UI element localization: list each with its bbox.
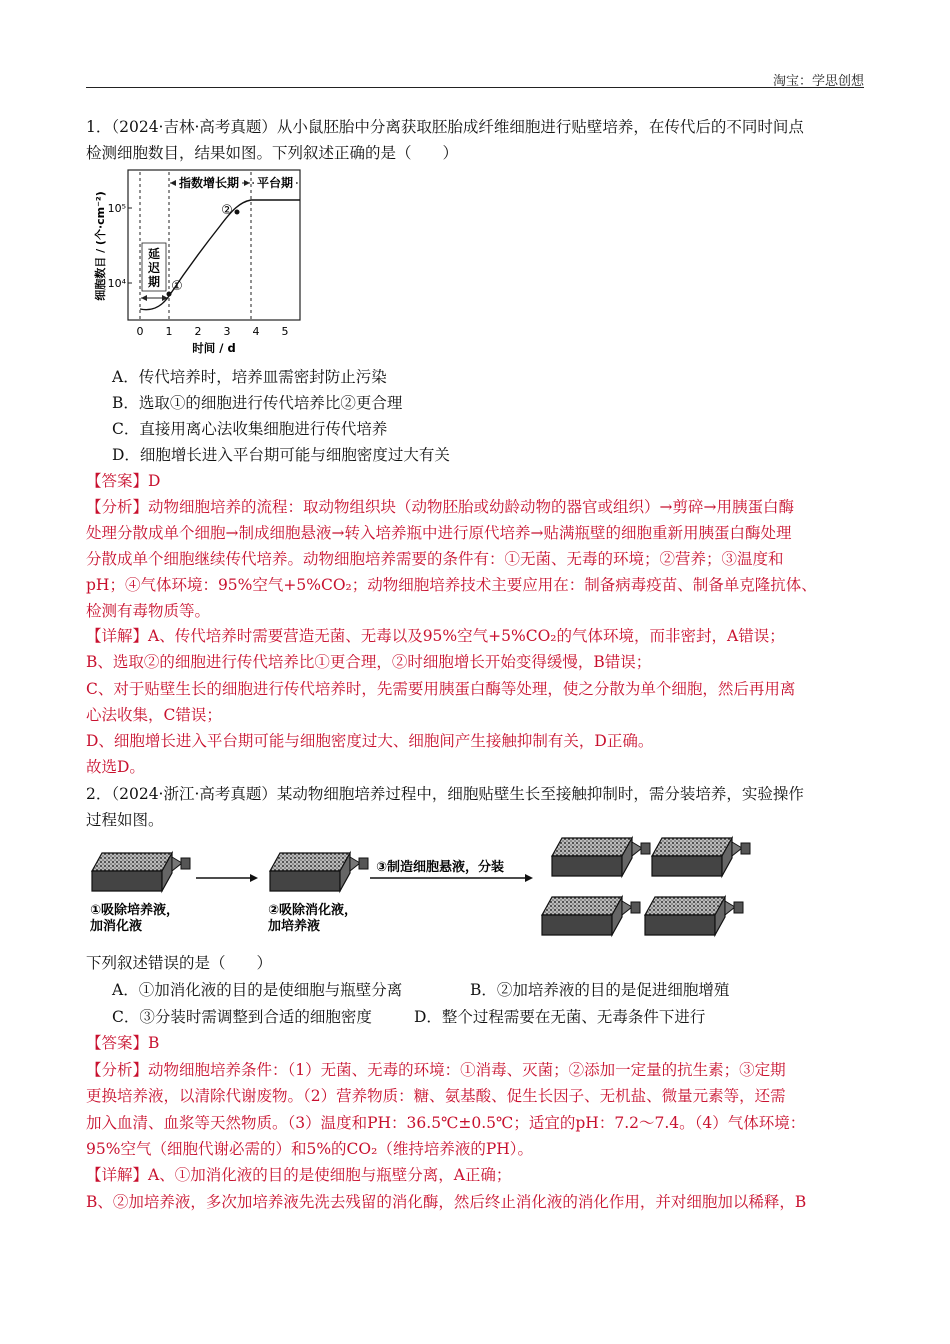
q1-option-c: C．直接用离心法收集细胞进行传代培养 xyxy=(112,420,388,438)
step1-label-2: 加消化液 xyxy=(90,919,143,934)
step1-label-1: ①吸除培养液， xyxy=(90,903,180,918)
q1-analysis-5: 检测有毒物质等。 xyxy=(86,602,211,620)
q1-detail-2: B、选取②的细胞进行传代培养比①更合理，②时细胞增长开始变得缓慢，B错误； xyxy=(86,653,652,671)
x-axis-label: 时间 / d xyxy=(192,341,236,355)
x-tick-5: 5 xyxy=(281,325,289,338)
q2-analysis-3: 加入血清、血浆等天然物质。（3）温度和PH：36.5℃±0.5℃；适宜的pH：7.2～7.4。（4）气体环境： xyxy=(86,1114,806,1132)
q2-analysis-1: 【分析】动物细胞培养条件：（1）无菌、无毒的环境：①消毒、灭菌；②添加一定量的抗生素；③定期 xyxy=(86,1061,786,1079)
flask-result-2 xyxy=(652,838,750,876)
q2-analysis-4: 95%空气（细胞代谢必需的）和5%的CO₂（维持培养液的PH）。 xyxy=(86,1140,534,1158)
q1-detail-4: 心法收集，C错误； xyxy=(86,706,222,724)
step2-label-1: ②吸除消化液， xyxy=(268,903,358,918)
flask-result-1 xyxy=(552,838,650,876)
q1-analysis-4: pH；④气体环境：95%空气+5%CO₂；动物细胞培养技术主要应用在：制备病毒疫苗、制备单克隆抗体、 xyxy=(86,576,817,594)
q1-detail-6: 故选D。 xyxy=(86,758,145,776)
step3-label: ③制造细胞悬液，分装 xyxy=(376,860,505,875)
marker-2-label: ② xyxy=(221,203,233,218)
q1-detail-3: C、对于贴壁生长的细胞进行传代培养时，先需要用胰蛋白酶等处理，使之分散为单个细胞，然后再用离 xyxy=(86,680,796,698)
q1-growth-chart xyxy=(86,163,316,360)
q1-stem-line2: 检测细胞数目，结果如图。下列叙述正确的是（ ） xyxy=(86,144,459,162)
x-tick-4: 4 xyxy=(252,325,260,338)
y-tick-1e4: 10⁴ xyxy=(107,277,126,290)
phase-label-plateau: 平台期 xyxy=(256,176,294,190)
q2-stem-line2: 过程如图。 xyxy=(86,811,164,829)
step2-label-2: 加培养液 xyxy=(268,919,321,934)
q2-procedure-figure xyxy=(86,835,776,945)
marker-1-label: ① xyxy=(171,279,183,294)
q1-detail-5: D、细胞增长进入平台期可能与细胞密度过大、细胞间产生接触抑制有关，D正确。 xyxy=(86,732,654,750)
q2-option-b: B．②加培养液的目的是促进细胞增殖 xyxy=(470,981,730,999)
svg-text:期: 期 xyxy=(147,275,161,289)
q1-option-d: D．细胞增长进入平台期可能与细胞密度过大有关 xyxy=(112,446,450,464)
q1-stem-line1: 1．（2024·吉林·高考真题）从小鼠胚胎中分离获取胚胎成纤维细胞进行贴壁培养，在传代后的不同时间点 xyxy=(86,118,804,136)
marker-2-point xyxy=(235,210,240,215)
flask-result-4 xyxy=(645,897,743,935)
phase-label-exp: 指数增长期 xyxy=(178,176,240,190)
q1-analysis-2: 处理分散成单个细胞→制成细胞悬液→转入培养瓶中进行原代培养→贴满瓶壁的细胞重新用胰蛋白酶处理 xyxy=(86,524,792,542)
flask-step1 xyxy=(92,853,190,891)
q2-analysis-2: 更换培养液，以清除代谢废物。（2）营养物质：糖、氨基酸、促生长因子、无机盐、微量元素等，还需 xyxy=(86,1087,786,1105)
q2-option-d: D．整个过程需要在无菌、无毒条件下进行 xyxy=(414,1008,706,1026)
q1-option-a: A．传代培养时，培养皿需密封防止污染 xyxy=(112,368,387,386)
q2-stem-line1: 2．（2024·浙江·高考真题）某动物细胞培养过程中，细胞贴壁生长至接触抑制时，需分装培养，实验操作 xyxy=(86,785,804,803)
y-axis-label: 细胞数目 / (个·cm⁻²) xyxy=(94,191,107,301)
q2-answer: 【答案】B xyxy=(86,1034,160,1052)
y-tick-1e5: 10⁵ xyxy=(107,202,126,215)
svg-text:迟: 迟 xyxy=(147,261,161,275)
q2-option-c: C．③分装时需调整到合适的细胞密度 xyxy=(112,1008,372,1026)
q1-answer: 【答案】D xyxy=(86,472,161,490)
x-tick-3: 3 xyxy=(223,325,231,338)
q1-analysis-1: 【分析】动物细胞培养的流程：取动物组织块（动物胚胎或幼龄动物的器官或组织）→剪碎→用胰蛋白酶 xyxy=(86,498,794,516)
q1-analysis-3: 分散成单个细胞继续传代培养。动物细胞培养需要的条件有：①无菌、无毒的环境；②营养；③温度和 xyxy=(86,550,784,568)
flask-step2 xyxy=(270,853,368,891)
header-divider xyxy=(86,87,864,88)
x-tick-2: 2 xyxy=(194,325,202,338)
q1-detail-1: 【详解】A、传代培养时需要营造无菌、无毒以及95%空气+5%CO₂的气体环境，而非密封，A错误； xyxy=(86,627,785,645)
header-brand: 淘宝：学思创想 xyxy=(772,74,864,89)
flask-result-3 xyxy=(542,897,640,935)
x-tick-1: 1 xyxy=(165,325,173,338)
q2-option-a: A．①加消化液的目的是使细胞与瓶壁分离 xyxy=(112,981,403,999)
x-tick-0: 0 xyxy=(136,325,144,338)
q2-detail-1: 【详解】A、①加消化液的目的是使细胞与瓶壁分离，A正确； xyxy=(86,1166,512,1184)
q2-question: 下列叙述错误的是（ ） xyxy=(86,954,273,972)
q1-option-b: B．选取①的细胞进行传代培养比②更合理 xyxy=(112,394,403,412)
phase-label-lag: 延 xyxy=(147,247,161,261)
q2-detail-2: B、②加培养液，多次加培养液先洗去残留的消化酶，然后终止消化液的消化作用，并对细胞加以稀释，B xyxy=(86,1193,807,1211)
